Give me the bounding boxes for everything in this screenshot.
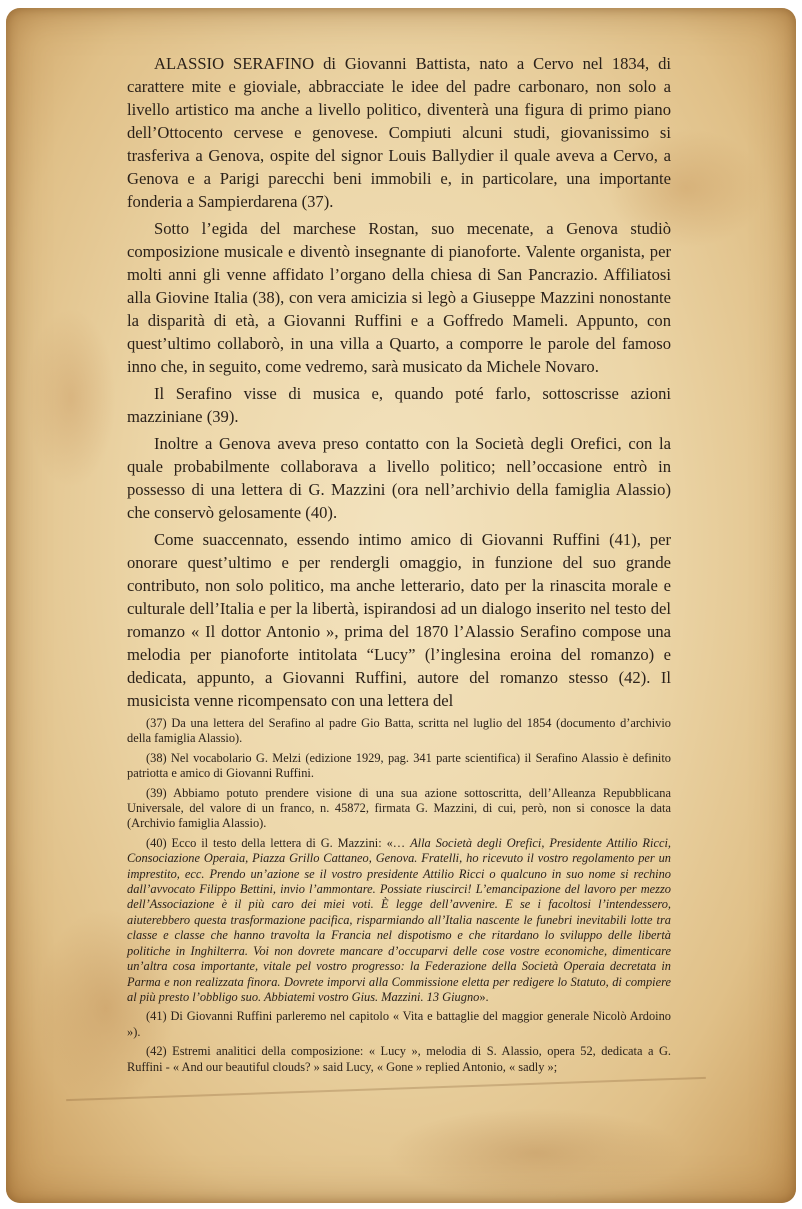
footnote-40 bbox=[127, 836, 671, 1005]
paper-stain bbox=[386, 1108, 686, 1198]
paper-crease bbox=[66, 1077, 706, 1101]
footnote-40-close: ». bbox=[479, 989, 489, 1004]
paragraph: Il Serafino visse di musica e, quando poté farlo, sottoscrisse azioni mazziniane (39). bbox=[127, 384, 671, 426]
paragraph: ALASSIO SERAFINO di Giovanni Battista, nato a Cervo nel 1834, di carattere mite e gioviale, abbracciate le idee del padre carbonaro, non solo a livello artistico ma anche a livello politico, diventerà una figura di primo piano dell’Ottocento cervese e genovese. Compiuti alcuni studi, giovanissimo si trasferiva a Genova, ospite del signor Louis Ballydier il quale aveva a Cervo, a Genova e a Parigi parecchi beni immobili e, in particolare, una importante fonderia a Sampierdarena (37). bbox=[127, 54, 671, 211]
paragraph: Sotto l’egida del marchese Rostan, suo mecenate, a Genova studiò composizione musicale e diventò insegnante di pianoforte. Valente organista, per molti anni gli venne affidato l’organo della chiesa di San Pancrazio. Affiliatosi alla Giovine Italia (38), con vera amicizia si legò a Giuseppe Mazzini nonostante la disparità di età, a Giovanni Ruffini e a Goffredo Mameli. Appunto, con quest’ultimo collaborò, in una villa a Quarto, a comporre le parole del famoso inno che, in seguito, come vedremo, sarà musicato da Michele Novaro. bbox=[127, 219, 671, 376]
footnote-38: (38) Nel vocabolario G. Melzi (edizione 1929, pag. 341 parte scientifica) il Serafino Alassio è definito patriotta e amico di Giovanni Ruffini. bbox=[127, 750, 671, 781]
footnote-37: (37) Da una lettera del Serafino al padre Gio Batta, scritta nel luglio del 1854 (documento d’archivio della famiglia Alassio). bbox=[127, 716, 671, 746]
footnote-40-letter: Alla Società degli Orefici, Presidente Attilio Ricci, Consociazione Operaia, Piazza Grillo Cattaneo, Genova. Fratelli, ho ricevuto il vostro regolamento per un imprestito, ecc. Prendo un’azione se il vostro presidente Attilio Ricci o qualcuno in suo nome si rechino dall’avvocato Filippo Bettini, invio l’ammontare. Possiate riuscirci! L’emancipazione del lavoro per mezzo dell’Associazione è il più caro dei miei voti. È legge dell’avvenire. E se i facoltosi l’intendessero, aiuterebbero questa trasformazione pacifica, risparmiando all’Italia nascente le funebri inevitabili lotte tra classe e classe che hanno travolta la Francia nel dispotismo e che ritardano lo sviluppo delle libertà politiche in Inghilterra. Voi non dovrete mancare d’occuparvi delle cose vostre economiche, dimenticare un’altra cosa importante, vitale pel vostro progresso: la Federazione della Società Operaia decretata in Parma e non realizzata finora. Dovrete imporvi alla Commissione eletta per redigere lo Statuto, di compiere al più presto l’obbligo suo. Abbiatemi vostro Gius. Mazzini. 13 Giugno bbox=[127, 835, 671, 1004]
paragraph: Inoltre a Genova aveva preso contatto con la Società degli Orefici, con la quale probabilmente collaborava a livello politico; nell’occasione entrò in possesso di una lettera di G. Mazzini (ora nell’archivio della famiglia Alassio) che conservò gelosamente (40). bbox=[127, 434, 671, 522]
paragraph: Come suaccennato, essendo intimo amico di Giovanni Ruffini (41), per onorare quest’ultimo e per rendergli omaggio, in funzione del suo grande contributo, non solo politico, ma anche letterario, dato per la rinascita morale e culturale dell’Italia e per la libertà, ispirandosi ad un dialogo inserito nel testo del romanzo « Il dottor Antonio », prima del 1870 l’Alassio Serafino compose una melodia per pianoforte intitolata “Lucy” (l’inglesina eroina del romanzo) e dedicata, appunto, a Giovanni Ruffini, autore del romanzo stesso (42). Il musicista venne ricompensato con una lettera del bbox=[127, 530, 671, 710]
footnotes bbox=[127, 716, 671, 1079]
main-text bbox=[127, 52, 671, 716]
footnote-39: (39) Abbiamo potuto prendere visione di una sua azione sottoscritta, dell’Alleanza Repubblicana Universale, del valore di un franco, n. 45872, firmata G. Mazzini, di cui, però, non si conosce la data (Archivio famiglia Alassio). bbox=[127, 785, 671, 831]
footnote-40-intro: (40) Ecco il testo della lettera di G. Mazzini: «… bbox=[146, 835, 406, 850]
footnote-41: (41) Di Giovanni Ruffini parleremo nel capitolo « Vita e battaglie del maggior generale Nicolò Ardoino »). bbox=[127, 1009, 671, 1039]
footnote-42: (42) Estremi analitici della composizione: « Lucy », melodia di S. Alassio, opera 52, dedicata a G. Ruffini - « And our beautiful clouds? » said Lucy, « Gone » replied Antonio, « sadly »; bbox=[127, 1044, 671, 1074]
paper-stain bbox=[26, 308, 116, 488]
